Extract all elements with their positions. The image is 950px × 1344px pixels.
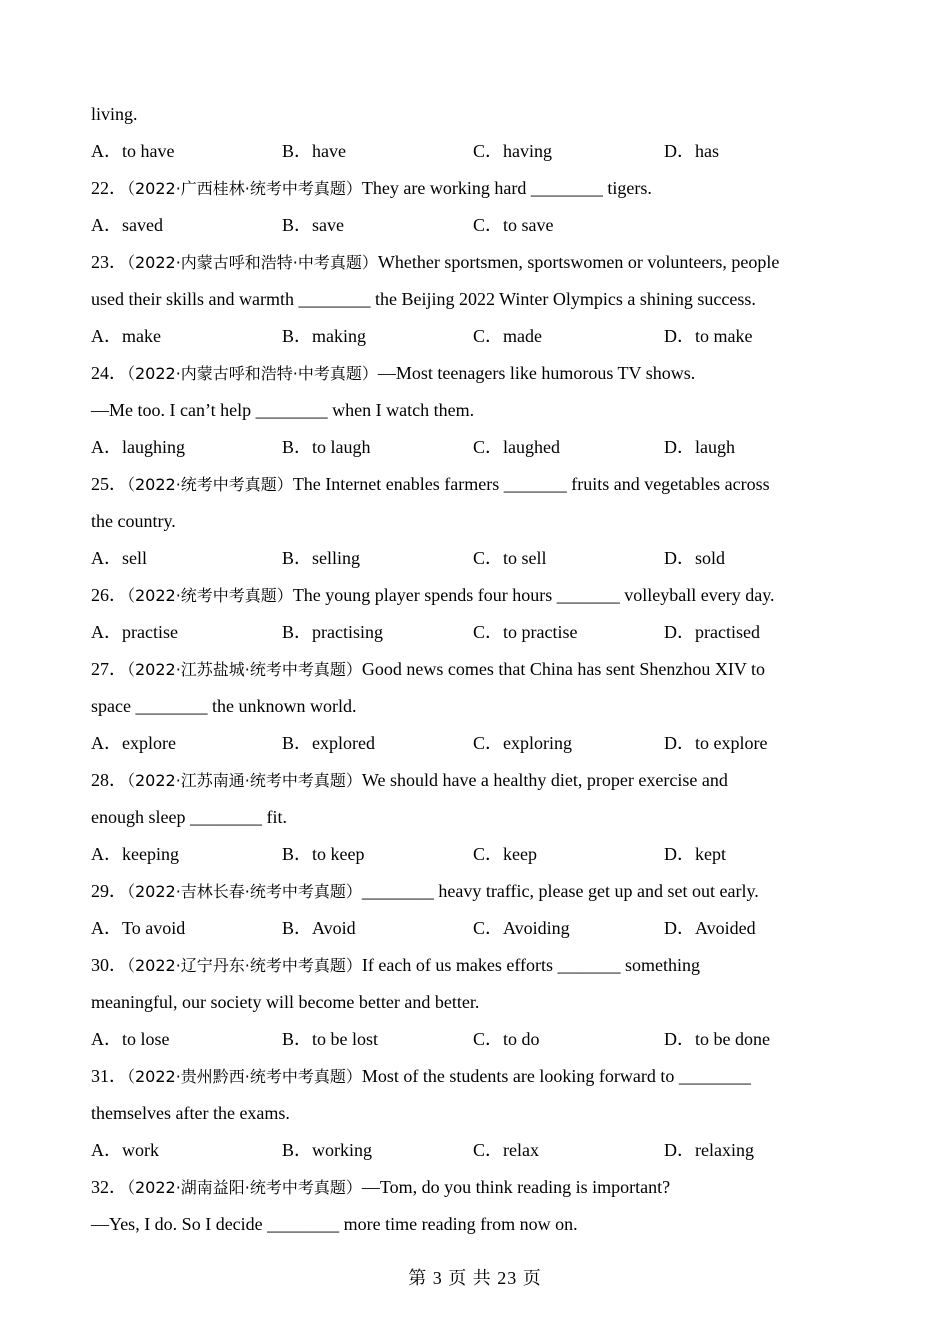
question-item (91, 170, 871, 244)
question-source: （2022·湖南益阳·统考中考真题） (127, 1178, 362, 1197)
option: C．to practise (473, 622, 578, 642)
question-stem-continued (91, 688, 871, 725)
question-item (91, 577, 871, 651)
option: C．Avoiding (473, 918, 570, 938)
question-text: —Most teenagers like humorous TV shows. (377, 363, 696, 383)
option: A．practise (91, 622, 178, 642)
question-stem (91, 873, 871, 910)
question-text: If each of us makes efforts _______ something (361, 955, 700, 975)
question-source: （2022·内蒙古呼和浩特·中考真题） (127, 364, 378, 383)
question-source: （2022·江苏盐城·统考中考真题） (127, 660, 362, 679)
option: A．to lose (91, 1029, 170, 1049)
option: B．selling (282, 548, 361, 568)
question-number: 25． (91, 474, 127, 494)
question-text: The Internet enables farmers _______ fruits and vegetables across (292, 474, 770, 494)
question-stem (91, 170, 871, 207)
question-number: 22． (91, 178, 127, 198)
question-options (91, 318, 871, 355)
question-21-options (91, 133, 871, 170)
question-options (91, 614, 871, 651)
question-list (91, 170, 871, 1243)
option: C．exploring (473, 733, 572, 753)
option: D．kept (664, 844, 726, 864)
option: D．practised (664, 622, 760, 642)
option: C．to sell (473, 548, 547, 568)
option: C．made (473, 326, 542, 346)
question-text: space ________ the unknown world. (91, 696, 357, 716)
question-number: 28． (91, 770, 127, 790)
option: B．practising (282, 622, 383, 642)
question-stem-continued (91, 1095, 871, 1132)
option: C．keep (473, 844, 537, 864)
question-text: used their skills and warmth ________ the Beijing 2022 Winter Olympics a shining success. (91, 289, 756, 309)
question-options (91, 725, 871, 762)
question-source: （2022·统考中考真题） (127, 475, 293, 494)
question-number: 32． (91, 1177, 127, 1197)
question-stem (91, 466, 871, 503)
option: D．Avoided (664, 918, 756, 938)
question-stem-continued (91, 503, 871, 540)
question-source: （2022·贵州黔西·统考中考真题） (127, 1067, 362, 1086)
question-source: （2022·辽宁丹东·统考中考真题） (127, 956, 362, 975)
option: D．has (664, 141, 719, 161)
question-stem (91, 577, 871, 614)
question-stem-continued (91, 1206, 871, 1243)
question-text: —Tom, do you think reading is important? (361, 1177, 671, 1197)
question-options (91, 910, 871, 947)
question-text: —Me too. I can’t help ________ when I watch them. (91, 400, 475, 420)
question-item (91, 947, 871, 1058)
option: B．to be lost (282, 1029, 379, 1049)
question-number: 29． (91, 881, 127, 901)
option: A．make (91, 326, 161, 346)
option: D．relaxing (664, 1140, 754, 1160)
option: D．to be done (664, 1029, 770, 1049)
question-options (91, 836, 871, 873)
question-text: Most of the students are looking forward to ________ (361, 1066, 751, 1086)
option: A．to have (91, 141, 175, 161)
option: D．sold (664, 548, 726, 568)
question-item (91, 873, 871, 947)
question-text: themselves after the exams. (91, 1103, 290, 1123)
question-text: We should have a healthy diet, proper exercise and (361, 770, 728, 790)
question-number: 30． (91, 955, 127, 975)
option: A．keeping (91, 844, 179, 864)
option: B．explored (282, 733, 375, 753)
option: A．explore (91, 733, 176, 753)
option: C．to do (473, 1029, 540, 1049)
option: B．to keep (282, 844, 365, 864)
question-options (91, 540, 871, 577)
question-item (91, 466, 871, 577)
question-stem (91, 947, 871, 984)
page-footer: 第 3 页 共 23 页 (408, 1268, 542, 1288)
option: A．To avoid (91, 918, 186, 938)
question-stem-continued (91, 984, 871, 1021)
question-21-tail: living. (91, 104, 138, 124)
option: D．laugh (664, 437, 735, 457)
question-number: 23． (91, 252, 127, 272)
question-item (91, 762, 871, 873)
option: A．sell (91, 548, 147, 568)
question-number: 24． (91, 363, 127, 383)
question-stem (91, 244, 871, 281)
question-item (91, 1169, 871, 1243)
question-text: They are working hard ________ tigers. (361, 178, 652, 198)
question-source: （2022·江苏南通·统考中考真题） (127, 771, 362, 790)
question-stem (91, 1169, 871, 1206)
question-stem (91, 762, 871, 799)
question-number: 27． (91, 659, 127, 679)
option: B．working (282, 1140, 372, 1160)
question-stem (91, 1058, 871, 1095)
option: D．to explore (664, 733, 768, 753)
question-number: 26． (91, 585, 127, 605)
option: B．save (282, 215, 344, 235)
question-options (91, 1132, 871, 1169)
document-page (91, 96, 871, 1243)
question-options (91, 1021, 871, 1058)
question-stem-continued (91, 392, 871, 429)
question-stem-continued (91, 799, 871, 836)
option: B．have (282, 141, 346, 161)
option: A．work (91, 1140, 159, 1160)
option: D．to make (664, 326, 753, 346)
question-text: Good news comes that China has sent Shenzhou XIV to (361, 659, 766, 679)
question-text: Whether sportsmen, sportswomen or volunteers, people (377, 252, 780, 272)
question-text: meaningful, our society will become better and better. (91, 992, 480, 1012)
question-item (91, 244, 871, 355)
question-text: enough sleep ________ fit. (91, 807, 287, 827)
question-source: （2022·统考中考真题） (127, 586, 293, 605)
option: C．laughed (473, 437, 560, 457)
question-item (91, 355, 871, 466)
option: A．laughing (91, 437, 185, 457)
question-text: The young player spends four hours _______ volleyball every day. (292, 585, 775, 605)
option: C．having (473, 141, 552, 161)
question-source: （2022·吉林长春·统考中考真题） (127, 882, 362, 901)
question-stem (91, 651, 871, 688)
question-stem-continued (91, 281, 871, 318)
question-source: （2022·内蒙古呼和浩特·中考真题） (127, 253, 378, 272)
question-options (91, 207, 871, 244)
question-text: the country. (91, 511, 176, 531)
option: B．making (282, 326, 366, 346)
question-text: ________ heavy traffic, please get up and set out early. (361, 881, 759, 901)
option: A．saved (91, 215, 163, 235)
question-number: 31． (91, 1066, 127, 1086)
option: B．to laugh (282, 437, 371, 457)
question-text: —Yes, I do. So I decide ________ more time reading from now on. (91, 1214, 578, 1234)
question-source: （2022·广西桂林·统考中考真题） (127, 179, 362, 198)
question-item (91, 1058, 871, 1169)
question-stem (91, 355, 871, 392)
option: C．relax (473, 1140, 539, 1160)
option: C．to save (473, 215, 554, 235)
option: B．Avoid (282, 918, 356, 938)
question-options (91, 429, 871, 466)
question-item (91, 651, 871, 762)
